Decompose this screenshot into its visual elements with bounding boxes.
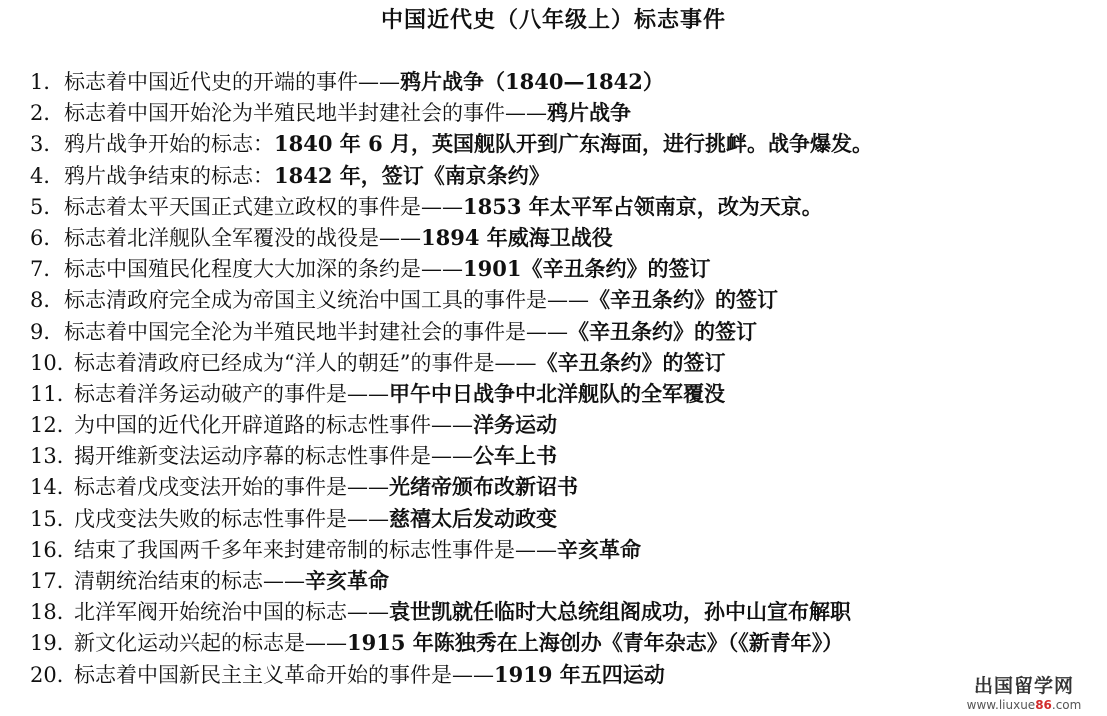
item-question: 标志着中国近代史的开端的事件——: [64, 70, 400, 94]
document-title: 中国近代史（八年级上）标志事件: [380, 7, 726, 33]
list-item: [30, 565, 873, 596]
list-item: [30, 253, 873, 284]
list-item: [30, 316, 873, 347]
item-number: 1．: [30, 70, 65, 94]
item-question: 标志着太平天国正式建立政权的事件是——: [64, 194, 463, 219]
list-item: [30, 659, 873, 690]
item-number: 13．: [30, 444, 78, 469]
item-answer: 辛亥革命: [557, 536, 641, 562]
item-question: 为中国的近代化开辟道路的标志性事件——: [74, 413, 473, 438]
list-item: [30, 66, 873, 97]
item-answer: 1840 年 6 月，英国舰队开到广东海面，进行挑衅。战争爆发。: [274, 131, 873, 157]
item-number: 2．: [30, 101, 65, 126]
item-answer: 《辛丑条约》的签订: [589, 287, 778, 313]
item-number: 6．: [30, 225, 65, 250]
item-question: 戊戌变法失败的标志性事件是——: [74, 506, 389, 531]
item-answer: 鸦片战争（1840—1842）: [400, 69, 664, 94]
list-item: [30, 128, 873, 159]
item-question: 清朝统治结束的标志——: [74, 569, 305, 593]
item-number: 18．: [30, 600, 78, 625]
item-number: 16．: [30, 537, 78, 562]
item-answer: 1915 年陈独秀在上海创办《青年杂志》（《新青年》）: [347, 630, 844, 656]
item-answer: 公车上书: [473, 443, 557, 469]
item-question: 标志着戊戌变法开始的事件是——: [74, 475, 389, 500]
item-question: 标志着洋务运动破产的事件是——: [74, 381, 389, 406]
item-question: 标志清政府完全成为帝国主义统治中国工具的事件是——: [64, 288, 589, 313]
list-item: [30, 284, 873, 315]
item-answer: 1853 年太平军占领南京，改为天京。: [463, 193, 823, 219]
item-question: 揭开维新变法运动序幕的标志性事件是——: [74, 444, 473, 469]
item-answer: 1901《辛丑条约》的签订: [463, 256, 711, 282]
item-answer: 1894 年威海卫战役: [421, 224, 613, 250]
item-number: 10．: [30, 350, 78, 375]
list-item: [30, 596, 873, 627]
item-answer: 辛亥革命: [305, 568, 389, 593]
item-number: 7．: [30, 257, 65, 282]
list-item: [30, 378, 873, 409]
list-item: [30, 347, 873, 378]
item-number: 11．: [30, 381, 78, 406]
item-number: 4．: [30, 163, 65, 188]
item-number: 20．: [30, 662, 78, 687]
item-number: 15．: [30, 506, 78, 531]
item-answer: 光绪帝颁布改新诏书: [389, 474, 578, 500]
item-number: 19．: [30, 631, 78, 656]
list-item: [30, 440, 873, 471]
list-item: [30, 471, 873, 502]
item-answer: 甲午中日战争中北洋舰队的全军覆没: [389, 380, 725, 406]
item-question: 鸦片战争结束的标志：: [64, 163, 274, 188]
item-number: 9．: [30, 319, 65, 344]
item-question: 标志着北洋舰队全军覆没的战役是——: [64, 225, 421, 250]
item-question: 北洋军阀开始统治中国的标志——: [74, 600, 389, 625]
item-number: 14．: [30, 475, 78, 500]
list-item: [30, 222, 873, 253]
item-answer: 《辛丑条约》的签订: [568, 318, 757, 344]
watermark-url-suffix: .com: [1051, 698, 1082, 712]
item-number: 5．: [30, 194, 65, 219]
item-question: 标志着中国开始沦为半殖民地半封建社会的事件——: [64, 101, 547, 126]
item-answer: 鸦片战争: [547, 100, 631, 126]
watermark-url-prefix: www.liuxue: [966, 698, 1036, 712]
site-watermark: [949, 674, 1099, 712]
list-item: [30, 160, 873, 191]
item-answer: 慈禧太后发动政变: [389, 505, 557, 531]
item-question: 标志着中国完全沦为半殖民地半封建社会的事件是——: [64, 319, 568, 344]
item-answer: 1919 年五四运动: [494, 661, 665, 687]
item-answer: 1842 年，签订《南京条约》: [274, 162, 550, 188]
item-number: 8．: [30, 288, 65, 313]
item-answer: 洋务运动: [473, 412, 557, 438]
event-list: [30, 66, 873, 690]
item-question: 标志着清政府已经成为“洋人的朝廷”的事件是——: [74, 350, 537, 375]
item-answer: 《辛丑条约》的签订: [536, 349, 726, 375]
item-number: 12．: [30, 413, 78, 438]
list-item: [30, 503, 873, 534]
item-answer: 袁世凯就任临时大总统组阁成功，孙中山宣布解职: [389, 599, 851, 625]
item-question: 鸦片战争开始的标志：: [64, 132, 274, 157]
item-number: 3．: [30, 132, 65, 157]
list-item: [30, 534, 873, 565]
list-item: [30, 191, 873, 222]
watermark-url: [949, 698, 1099, 712]
item-question: 标志着中国新民主主义革命开始的事件是——: [74, 662, 494, 687]
item-number: 17．: [30, 569, 78, 593]
item-question: 标志中国殖民化程度大大加深的条约是——: [64, 257, 463, 282]
item-question: 新文化运动兴起的标志是——: [74, 631, 347, 656]
watermark-url-accent: 86: [1035, 698, 1052, 712]
watermark-name: 出国留学网: [973, 675, 1074, 697]
list-item: [30, 409, 873, 440]
list-item: [30, 627, 873, 658]
list-item: [30, 97, 873, 128]
item-question: 结束了我国两千多年来封建帝制的标志性事件是——: [74, 537, 557, 562]
